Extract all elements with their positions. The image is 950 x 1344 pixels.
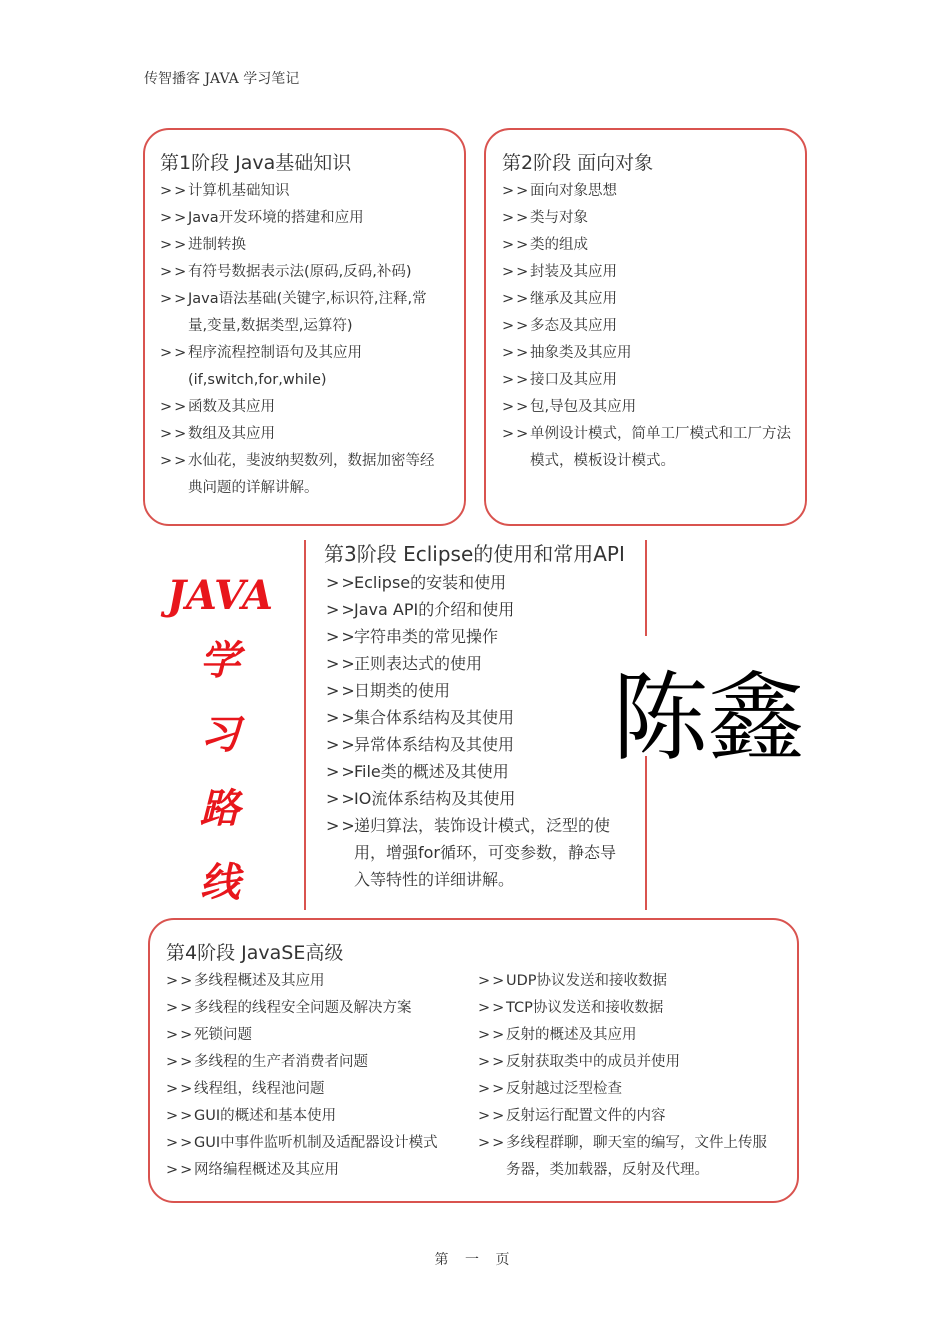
- side-title-char: 路: [200, 785, 240, 832]
- list-item: >> TCP协议发送和接收数据: [478, 995, 778, 1022]
- list-item: >> 多态及其应用: [502, 313, 792, 340]
- list-item: >> Java语法基础(关键字,标识符,注释,常量,变量,数据类型,运算符): [160, 286, 445, 340]
- stage3-title: 第3阶段 Eclipse的使用和常用API: [324, 542, 625, 566]
- list-item: >> 多线程的生产者消费者问题: [166, 1049, 466, 1076]
- list-item: >> 接口及其应用: [502, 367, 792, 394]
- list-item: >> 水仙花，斐波纳契数列，数据加密等经典问题的详解讲解。: [160, 448, 445, 502]
- side-title-char: 学: [200, 637, 240, 684]
- list-item: >> 多线程的线程安全问题及解决方案: [166, 995, 466, 1022]
- list-item: >> 日期类的使用: [326, 677, 631, 704]
- list-item: >> GUI中事件监听机制及适配器设计模式: [166, 1130, 466, 1157]
- list-item: >> 反射获取类中的成员并使用: [478, 1049, 778, 1076]
- list-item: >> 单例设计模式，简单工厂模式和工厂方法模式，模板设计模式。: [502, 421, 792, 475]
- list-item: >> 程序流程控制语句及其应用(if,switch,for,while): [160, 340, 445, 394]
- list-item: >> 数组及其应用: [160, 421, 445, 448]
- list-item: >> Eclipse的安装和使用: [326, 569, 631, 596]
- list-item: >> 继承及其应用: [502, 286, 792, 313]
- page-footer: 第 一 页: [434, 1252, 516, 1268]
- list-item: >> 函数及其应用: [160, 394, 445, 421]
- stage3-list: [326, 569, 631, 893]
- author-name: 陈鑫: [612, 662, 804, 774]
- side-title: [160, 568, 280, 920]
- stage3-right-border-bottom: [645, 756, 647, 910]
- list-item: >> 反射运行配置文件的内容: [478, 1103, 778, 1130]
- list-item: >> UDP协议发送和接收数据: [478, 968, 778, 995]
- stage1-list: [160, 178, 445, 502]
- stage2-list: [502, 178, 792, 475]
- list-item: >> 类的组成: [502, 232, 792, 259]
- side-title-char: 线: [200, 859, 240, 906]
- list-item: >> 正则表达式的使用: [326, 650, 631, 677]
- list-item: >> GUI的概述和基本使用: [166, 1103, 466, 1130]
- list-item: >> Java开发环境的搭建和应用: [160, 205, 445, 232]
- page-header: 传智播客 JAVA 学习笔记: [144, 71, 300, 87]
- list-item: >> 反射越过泛型检查: [478, 1076, 778, 1103]
- stage2-title: 第2阶段 面向对象: [502, 152, 654, 174]
- list-item: >> 封装及其应用: [502, 259, 792, 286]
- list-item: >> 字符串类的常见操作: [326, 623, 631, 650]
- list-item: >> 包,导包及其应用: [502, 394, 792, 421]
- list-item: >> 异常体系结构及其使用: [326, 731, 631, 758]
- stage3-right-border-top: [645, 540, 647, 636]
- list-item: >> 进制转换: [160, 232, 445, 259]
- list-item: >> IO流体系结构及其使用: [326, 785, 631, 812]
- list-item: >> Java API的介绍和使用: [326, 596, 631, 623]
- list-item: >> 类与对象: [502, 205, 792, 232]
- list-item: >> 集合体系结构及其使用: [326, 704, 631, 731]
- stage1-title: 第1阶段 Java基础知识: [160, 152, 352, 174]
- list-item: >> 递归算法，装饰设计模式，泛型的使用，增强for循环，可变参数，静态导入等特性的详细讲解。: [326, 812, 631, 893]
- list-item: >> 多线程群聊，聊天室的编写，文件上传服务器，类加载器，反射及代理。: [478, 1130, 778, 1184]
- stage4-right-list: [478, 968, 778, 1184]
- list-item: >> 抽象类及其应用: [502, 340, 792, 367]
- stage3-left-border: [304, 540, 306, 910]
- list-item: >> 反射的概述及其应用: [478, 1022, 778, 1049]
- list-item: >> 有符号数据表示法(原码,反码,补码): [160, 259, 445, 286]
- list-item: >> 多线程概述及其应用: [166, 968, 466, 995]
- list-item: >> 面向对象思想: [502, 178, 792, 205]
- side-title-char: 习: [200, 711, 240, 758]
- side-title-en: JAVA: [166, 572, 273, 619]
- list-item: >> File类的概述及其使用: [326, 758, 631, 785]
- stage4-title: 第4阶段 JavaSE高级: [166, 942, 344, 964]
- list-item: >> 死锁问题: [166, 1022, 466, 1049]
- stage4-left-list: [166, 968, 466, 1184]
- list-item: >> 网络编程概述及其应用: [166, 1157, 466, 1184]
- list-item: >> 线程组，线程池问题: [166, 1076, 466, 1103]
- list-item: >> 计算机基础知识: [160, 178, 445, 205]
